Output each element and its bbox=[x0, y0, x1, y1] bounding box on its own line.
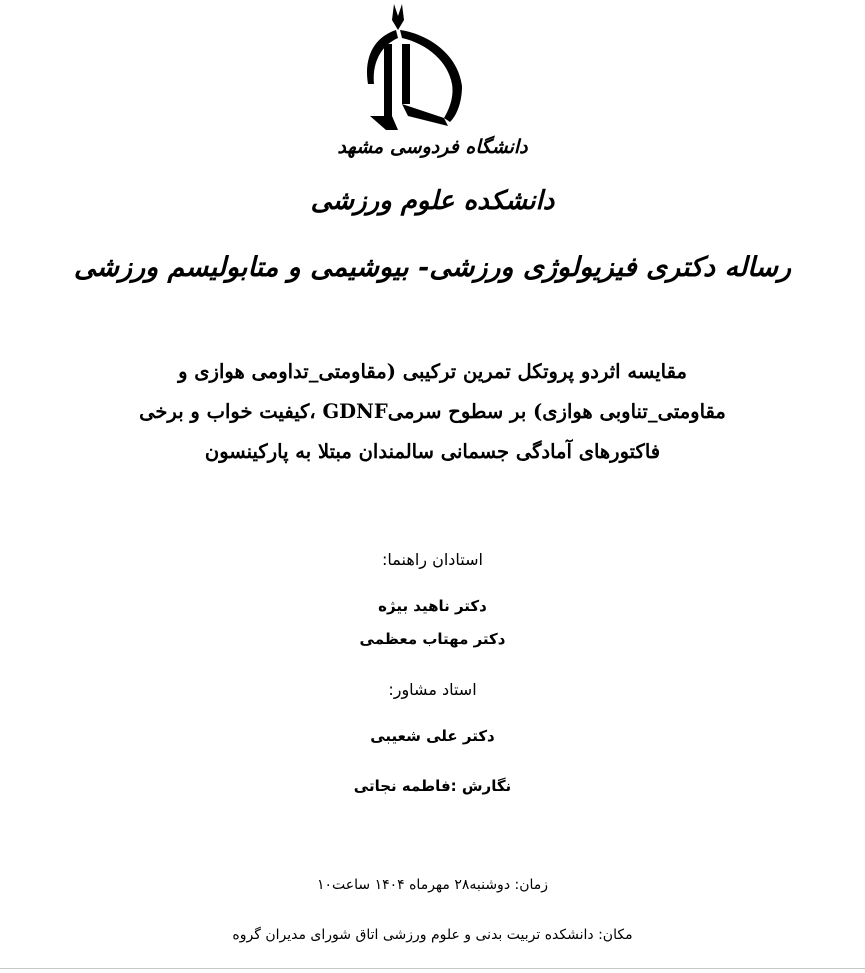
thesis-title-line-3: فاکتورهای آمادگی جسمانی سالمندان مبتلا به پارکینسون bbox=[204, 440, 661, 463]
university-logo-emblem bbox=[358, 4, 470, 136]
supervisor-name-1: دکتر ناهید بیژه bbox=[378, 597, 487, 615]
thesis-title-line-2: مقاومتی_تناوبی هوازی) بر سطوح سرمیGDNF ،کیفیت خواب و برخی bbox=[139, 400, 726, 423]
faculty-name: دانشکده علوم ورزشی bbox=[310, 186, 555, 216]
defense-time: زمان: دوشنبه۲۸ مهرماه ۱۴۰۴ ساعت۱۰ bbox=[316, 877, 549, 893]
thesis-type: رساله دکتری فیزیولوژی ورزشی- بیوشیمی و متابولیسم ورزشی bbox=[73, 252, 792, 283]
author-line: نگارش :فاطمه نجاتی bbox=[353, 777, 512, 795]
supervisors-label: استادان راهنما: bbox=[382, 550, 483, 569]
defense-place: مکان: دانشکده تربیت بدنی و علوم ورزشی اتاق شورای مدیران گروه bbox=[232, 927, 633, 943]
consultant-name: دکتر علی شعیبی bbox=[370, 727, 495, 745]
page-bottom-divider bbox=[0, 968, 865, 969]
thesis-title-line-1: مقایسه اثردو پروتکل تمرین ترکیبی (مقاومتی_تداومی هوازی و bbox=[178, 360, 687, 383]
supervisor-name-2: دکتر مهتاب معظمی bbox=[359, 630, 506, 648]
thesis-title bbox=[60, 352, 805, 472]
consultant-label: استاد مشاور: bbox=[388, 680, 477, 699]
university-name: دانشگاه فردوسی مشهد bbox=[337, 136, 528, 158]
